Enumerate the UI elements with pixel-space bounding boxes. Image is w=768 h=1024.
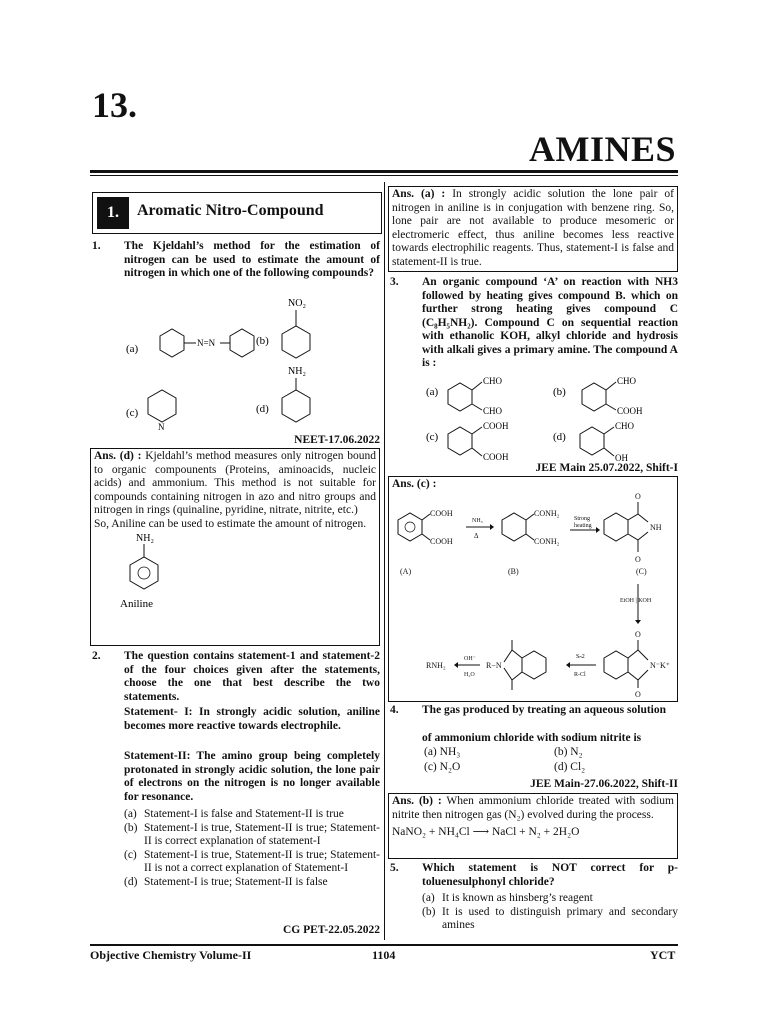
q4-text-1: The gas produced by treating an aqueous solution	[422, 704, 667, 716]
q1-opt-d: (d)	[256, 403, 269, 415]
svg-text:H₂O: H₂O	[464, 672, 475, 678]
q1-source: NEET-17.06.2022	[294, 434, 380, 446]
footer-page-number: 1104	[372, 948, 396, 962]
svg-text:R-Cl: R-Cl	[574, 672, 586, 678]
footer-publisher: YCT	[650, 948, 676, 962]
aniline-caption: Aniline	[120, 598, 153, 611]
q4-source: JEE Main-27.06.2022, Shift-II	[530, 778, 678, 790]
q2-option-c: (c) Statement-I is true, Statement-II is true; Statement-II is not a correct explanation of Statement-I	[124, 848, 380, 875]
q2-option-b: (b) Statement-I is true, Statement-II is true; Statement-II is correct explanation of statement-I	[124, 821, 380, 848]
q2-number: 2.	[92, 650, 101, 662]
q5-text: Which statement is NOT correct for p-toluenesulphonyl chloride?	[422, 862, 678, 888]
q1-answer-box	[90, 448, 380, 646]
q4-option-d: (d) Cl₂	[554, 761, 586, 773]
q3-reaction-scheme	[392, 490, 676, 700]
q4-answer-label: Ans. (b) :	[392, 795, 442, 807]
q3-text: An organic compound ‘A’ on reaction with NH3 followed by heating gives compound B. which on further strong heating gives compound C (C₈H₅NH₂). Compound C on sequential reaction with ethanolic KOH, alkyl chloride and hydrosis with alkali gives a primary amine. The compound A is :	[422, 276, 678, 370]
section-title: Aromatic Nitro-Compound	[137, 202, 324, 219]
q5-number: 5.	[390, 862, 399, 874]
aniline-nh2: NH₂	[136, 533, 154, 545]
q3-number: 3.	[390, 276, 399, 288]
svg-text:NH: NH	[650, 523, 662, 532]
q2-statement-2: Statement-II: The amino group being completely protonated in strongly acidic solution, the lone pair of electrons on the nitrogen is no longer available for resonance.	[124, 750, 380, 803]
svg-text:CONH₂: CONH₂	[534, 509, 560, 518]
footer-book-title: Objective Chemistry Volume-II	[90, 948, 252, 962]
svg-text:(A): (A)	[400, 567, 412, 576]
q3-opt-d: (d)	[553, 431, 566, 443]
q1-number: 1.	[92, 240, 101, 252]
svg-text:CHO: CHO	[615, 421, 635, 431]
svg-text:CHO: CHO	[617, 376, 637, 386]
q5-options	[422, 892, 678, 933]
q3-opt-b: (b)	[553, 386, 566, 398]
q4-equation: NaNO₂ + NH₄Cl ⟶ NaCl + N₂ + 2H₂O	[392, 826, 580, 839]
svg-text:(B): (B)	[508, 567, 519, 576]
q4-text-2: of ammonium chloride with sodium nitrite is	[422, 732, 642, 744]
q5-option-a: (a) It is known as hinsberg’s reagent	[422, 892, 593, 904]
svg-text:O: O	[635, 555, 641, 564]
q1-opt-b: (b)	[256, 335, 269, 347]
chapter-number: 13.	[92, 85, 137, 125]
q1-opt-a: (a)	[126, 343, 139, 355]
svg-text:O: O	[635, 630, 641, 639]
svg-text:(C): (C)	[636, 567, 647, 576]
svg-text:RNH₂: RNH₂	[426, 661, 446, 670]
q3-opt-a: (a)	[426, 386, 439, 398]
q4-option-c: (c) N₂O	[424, 761, 461, 773]
header-rule-thin	[90, 175, 678, 176]
svg-text:COOH: COOH	[483, 452, 509, 462]
q1-answer-text2: So, Aniline can be used to estimate the amount of nitrogen.	[94, 517, 367, 530]
q2-source: CG PET-22.05.2022	[282, 924, 380, 936]
q1-text: The Kjeldahl’s method for the estimation of nitrogen can be used to estimate the amount of nitrogen in which one of the following compounds?	[124, 240, 380, 280]
pyridine-n: N	[158, 422, 165, 432]
benzene-ring	[230, 329, 254, 357]
q2-answer-label: Ans. (a) :	[392, 188, 446, 200]
svg-text:OH⁻: OH⁻	[464, 656, 476, 662]
svg-text:Δ: Δ	[474, 532, 479, 540]
pyridine-ring	[148, 390, 176, 422]
svg-text:Strong: Strong	[574, 516, 591, 522]
svg-text:COOH: COOH	[430, 509, 453, 518]
svg-text:CHO: CHO	[483, 376, 503, 386]
azo-group: N=N	[197, 338, 216, 348]
benzene-ring	[160, 329, 184, 357]
svg-text:COOH: COOH	[617, 406, 643, 416]
column-divider	[384, 182, 385, 940]
section-heading	[92, 192, 382, 234]
svg-text:NH₃: NH₃	[472, 518, 483, 524]
svg-text:COOH: COOH	[483, 421, 509, 431]
header-rule	[90, 170, 678, 173]
section-number: 1.	[97, 197, 129, 229]
svg-text:O: O	[635, 492, 641, 501]
amino-label: NH₂	[288, 366, 306, 377]
q1-answer-label: Ans. (d) :	[94, 450, 142, 462]
q2-option-d: (d) Statement-I is true; Statement-II is false	[124, 875, 328, 888]
q5-option-b: (b) It is used to distinguish primary and secondary amines	[422, 905, 678, 932]
svg-text:R−N: R−N	[486, 661, 502, 670]
q2-text: The question contains statement-1 and statement-2 of the four choices given after the statements, choose the one that best describe the two statements.	[124, 650, 380, 703]
q4-option-a: (a) NH₃	[424, 746, 461, 758]
q2-option-a: (a) Statement-I is false and Statement-II is true	[124, 808, 344, 820]
q3-answer-label: Ans. (c) :	[392, 478, 437, 490]
q4-option-b: (b) N₂	[554, 746, 583, 758]
q2-answer-text: In strongly acidic solution the lone pair of nitrogen in aniline is in conjugation with benzene ring. So, lone pair are not available to produce mesomeric or electromeric effect, thus aniline becomes less reactive towards electrophilic reagents. Thus, statement-I is false and statement-II is true.	[392, 188, 674, 268]
q3-structures	[420, 370, 678, 462]
chapter-title: AMINES	[528, 129, 676, 169]
aniline-structure	[118, 531, 198, 611]
q4-number: 4.	[390, 704, 399, 716]
svg-text:EtOH | KOH: EtOH | KOH	[620, 598, 652, 604]
q1-opt-c: (c)	[126, 407, 139, 419]
q1-structures	[120, 292, 382, 432]
svg-text:Sₙ2: Sₙ2	[576, 654, 585, 660]
svg-text:COOH: COOH	[430, 537, 453, 546]
q2-statement-1: Statement- I: In strongly acidic solution, aniline becomes more reactive towards electrophile.	[124, 706, 380, 732]
q3-opt-c: (c)	[426, 431, 439, 443]
aniline-ring	[282, 390, 310, 422]
svg-text:heating: heating	[574, 523, 592, 529]
q3-source: JEE Main 25.07.2022, Shift-I	[535, 462, 678, 474]
svg-text:CONH₂: CONH₂	[534, 537, 560, 546]
q2-options	[124, 808, 380, 889]
svg-text:CHO: CHO	[483, 406, 503, 416]
svg-text:OH: OH	[615, 453, 628, 462]
svg-text:O: O	[635, 690, 641, 699]
nitrobenzene-ring	[282, 326, 310, 358]
q1-answer-text: Kjeldahl’s method measures only nitrogen bound to organic compounents (Proteins, aminoacids, nucleic acids) and ammonium. This method is not suitable for compounds containing nitrogen in azo and nitro groups and nitrogen in rings (quinaline, pyridine, nitrate, nitrite, etc.)	[94, 450, 376, 517]
footer-rule	[90, 944, 678, 946]
svg-text:N⁻K⁺: N⁻K⁺	[650, 661, 670, 670]
q4-answer-box	[388, 793, 678, 859]
q2-answer-box	[388, 186, 678, 272]
q4-answer-text: When ammonium chloride treated with sodium nitrite then nitrogen gas (N₂) evolved during the process.	[392, 795, 674, 821]
nitro-label: NO₂	[288, 298, 306, 309]
